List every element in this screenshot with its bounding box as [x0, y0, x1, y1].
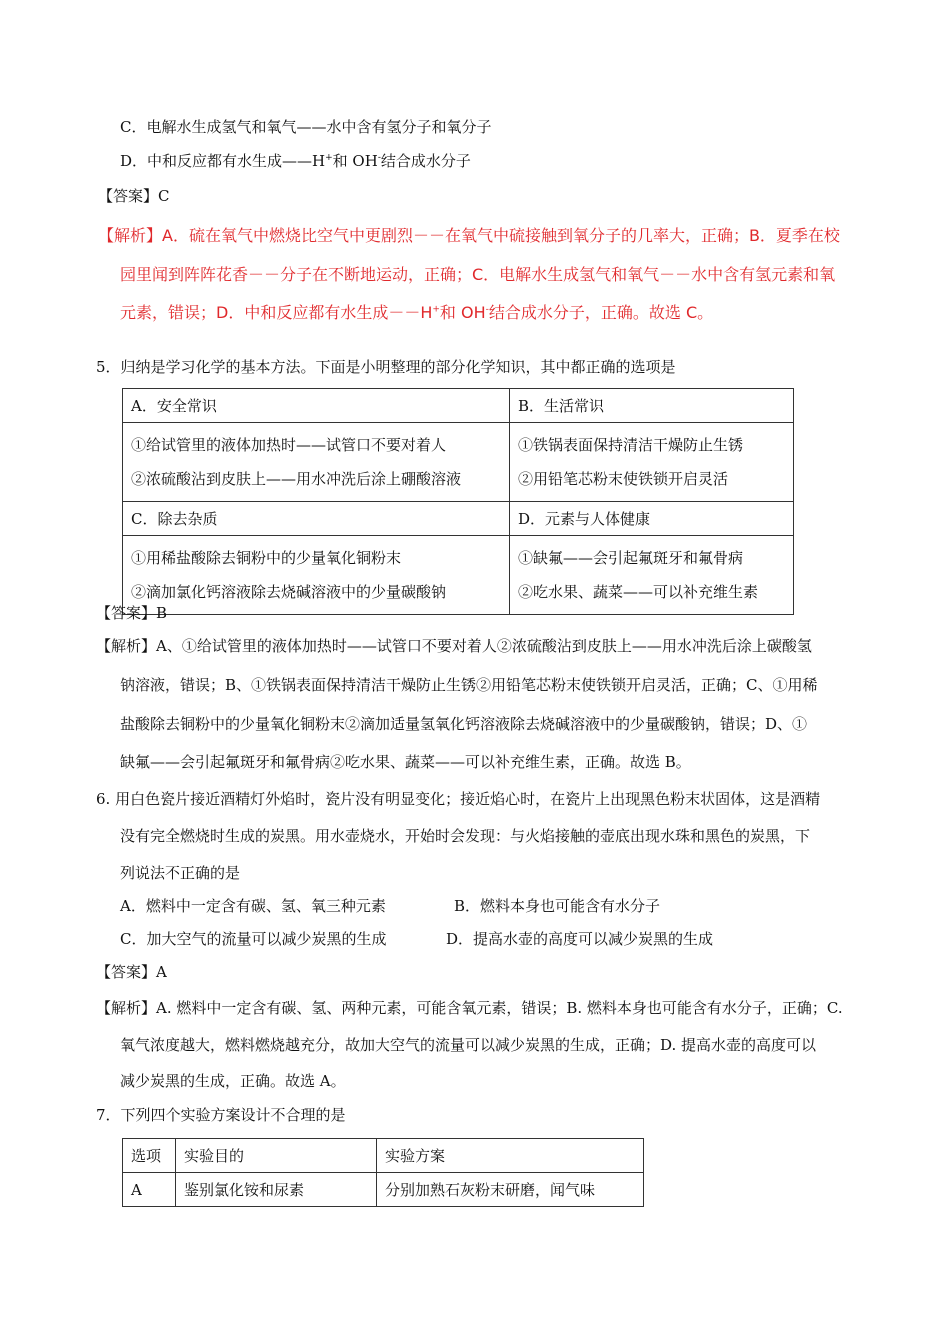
q5-d-items: ①缺氟——会引起氟斑牙和氟骨病 ②吃水果、蔬菜——可以补充维生素: [510, 536, 794, 615]
q4-answer: 【答案】C: [98, 187, 170, 205]
table-row: [123, 389, 794, 423]
q7-cell-option: A: [123, 1173, 176, 1207]
table-row: [123, 1139, 644, 1173]
q5-stem: 5．归纳是学习化学的基本方法。下面是小明整理的部分化学知识，其中都正确的选项是: [96, 358, 676, 376]
table-row: [123, 502, 794, 536]
q7-stem: 7．下列四个实验方案设计不合理的是: [96, 1106, 346, 1124]
q5-a-items: ①给试管里的液体加热时——试管口不要对着人 ②浓硫酸沾到皮肤上——用水冲洗后涂上硼酸溶液: [123, 423, 510, 502]
q6-option-c: C．加大空气的流量可以减少炭黑的生成: [120, 930, 387, 948]
q6-option-b: B．燃料本身也可能含有水分子: [454, 897, 661, 915]
q7-cell-purpose: 鉴别氯化铵和尿素: [176, 1173, 377, 1207]
q4-option-c: C．电解水生成氢气和氧气——水中含有氢分子和氧分子: [120, 118, 492, 136]
q4-analysis-line1: 【解析】A．硫在氧气中燃烧比空气中更剧烈－－在氧气中硫接触到氧分子的几率大，正确；B．夏季在校: [98, 226, 840, 245]
q5-b-head: B．生活常识: [510, 389, 794, 423]
q7-header-scheme: 实验方案: [377, 1139, 644, 1173]
q6-analysis-line1: 【解析】A. 燃料中一定含有碳、氢、两种元素，可能含氧元素，错误；B. 燃料本身也可能含有水分子，正确；C.: [96, 999, 843, 1017]
q5-analysis-line4: 缺氟——会引起氟斑牙和氟骨病②吃水果、蔬菜——可以补充维生素，正确。故选 B。: [120, 753, 691, 771]
q5-analysis-line1: 【解析】A、①给试管里的液体加热时——试管口不要对着人②浓硫酸沾到皮肤上——用水冲洗后涂上碳酸氢: [96, 637, 812, 655]
q7-header-purpose: 实验目的: [176, 1139, 377, 1173]
q6-stem-line1: 6. 用白色瓷片接近酒精灯外焰时，瓷片没有明显变化；接近焰心时，在瓷片上出现黑色粉末状固体，这是酒精: [96, 790, 821, 808]
q5-c-head: C．除去杂质: [123, 502, 510, 536]
table-row: [123, 536, 794, 615]
q5-c-items: ①用稀盐酸除去铜粉中的少量氧化铜粉末 ②滴加氯化钙溶液除去烧碱溶液中的少量碳酸钠: [123, 536, 510, 615]
q6-answer: 【答案】A: [96, 963, 167, 981]
q6-analysis-line3: 减少炭黑的生成，正确。故选 A。: [120, 1072, 346, 1090]
q7-header-option: 选项: [123, 1139, 176, 1173]
q5-analysis-line3: 盐酸除去铜粉中的少量氧化铜粉末②滴加适量氢氧化钙溶液除去烧碱溶液中的少量碳酸钠，错误；D、①: [120, 715, 808, 733]
table-row: [123, 423, 794, 502]
q6-stem-line2: 没有完全燃烧时生成的炭黑。用水壶烧水，开始时会发现：与火焰接触的壶底出现水珠和黑色的炭黑，下: [120, 827, 811, 845]
q4-analysis-line2: 园里闻到阵阵花香－－分子在不断地运动，正确；C．电解水生成氢气和氧气－－水中含有氢元素和氧: [120, 265, 836, 284]
q5-a-head: A．安全常识: [123, 389, 510, 423]
q6-option-a: A．燃料中一定含有碳、氢、氧三种元素: [120, 897, 386, 915]
q5-answer: 【答案】B: [96, 604, 168, 622]
q7-cell-scheme: 分别加熟石灰粉末研磨，闻气味: [377, 1173, 644, 1207]
q5-analysis-line2: 钠溶液，错误；B、①铁锅表面保持清洁干燥防止生锈②用铅笔芯粉末使铁锁开启灵活，正确；C、①用稀: [120, 676, 818, 694]
q7-table: [122, 1138, 644, 1207]
q6-analysis-line2: 氧气浓度越大，燃料燃烧越充分，故加大空气的流量可以减少炭黑的生成，正确；D. 提高水壶的高度可以: [120, 1036, 817, 1054]
q5-d-head: D．元素与人体健康: [510, 502, 794, 536]
q6-stem-line3: 列说法不正确的是: [120, 864, 241, 882]
q4-option-d: D．中和反应都有水生成——H+和 OH-结合成水分子: [120, 152, 471, 170]
q4-analysis-line3: 元素，错误；D．中和反应都有水生成－－H+和 OH-结合成水分子，正确。故选 C。: [120, 303, 714, 322]
q5-options-table: [122, 388, 794, 615]
table-row: [123, 1173, 644, 1207]
q5-b-items: ①铁锅表面保持清洁干燥防止生锈 ②用铅笔芯粉末使铁锁开启灵活: [510, 423, 794, 502]
q6-option-d: D．提高水壶的高度可以减少炭黑的生成: [446, 930, 714, 948]
